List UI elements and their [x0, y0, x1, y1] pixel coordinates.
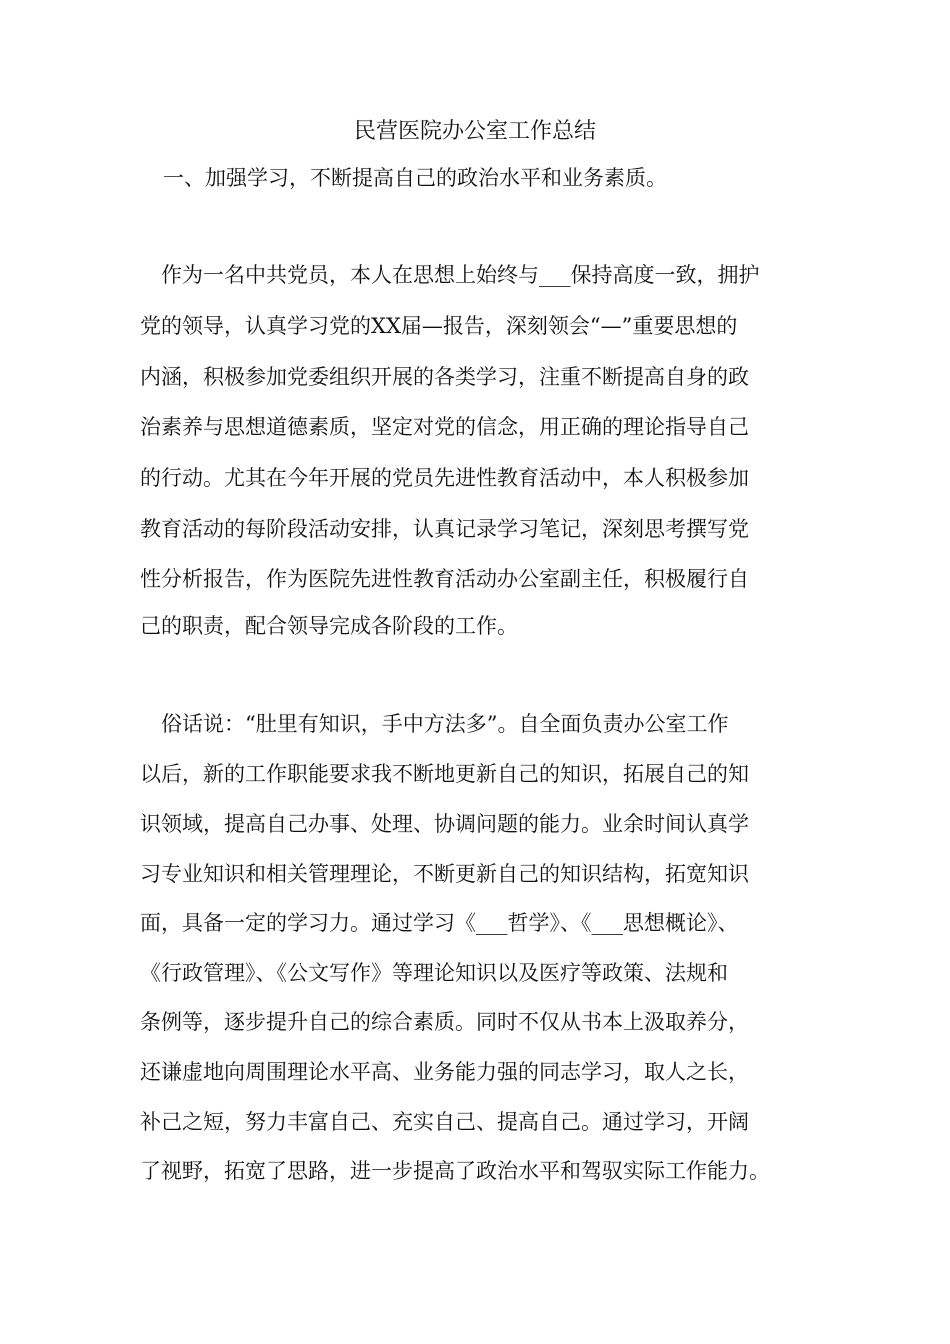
document-title: 民营医院办公室工作总结: [353, 119, 596, 144]
section-heading: 一、加强学习，不断提高自己的政治水平和业务素质。: [163, 166, 667, 190]
paragraph-line: 作为一名中共党员，本人在思想上始终与___保持高度一致，拥护: [140, 263, 760, 287]
paragraph-line: 了视野，拓宽了思路，进一步提高了政治水平和驾驭实际工作能力。: [140, 1159, 770, 1183]
paragraph-line: 治素养与思想道德素质，坚定对党的信念，用正确的理论指导自己: [140, 415, 749, 439]
paragraph-line: 己的职责，配合领导完成各阶段的工作。: [140, 614, 518, 638]
paragraph-line: 面，具备一定的学习力。通过学习《___哲学》、《___思想概论》、: [140, 911, 739, 935]
paragraph-line: 俗话说：“肚里有知识，手中方法多”。自全面负责办公室工作: [140, 712, 729, 736]
paragraph-line: 还谦虚地向周围理论水平高、业务能力强的同志学习，取人之长，: [140, 1060, 749, 1084]
paragraph-line: 条例等，逐步提升自己的综合素质。同时不仅从书本上汲取养分，: [140, 1010, 749, 1034]
paragraph-line: 以后，新的工作职能要求我不断地更新自己的知识，拓展自己的知: [140, 762, 749, 786]
paragraph-line: 的行动。尤其在今年开展的党员先进性教育活动中，本人积极参加: [140, 466, 749, 490]
paragraph-line: 性分析报告，作为医院先进性教育活动办公室副主任，积极履行自: [140, 567, 749, 591]
paragraph-line: 习专业知识和相关管理理论，不断更新自己的知识结构，拓宽知识: [140, 862, 749, 886]
paragraph-line: 教育活动的每阶段活动安排，认真记录学习笔记，深刻思考撰写党: [140, 517, 749, 541]
paragraph-line: 识领域，提高自己办事、处理、协调问题的能力。业余时间认真学: [140, 812, 749, 836]
paragraph-line: 补己之短，努力丰富自己、充实自己、提高自己。通过学习，开阔: [140, 1110, 749, 1134]
paragraph-line: 党的领导，认真学习党的XX届—报告，深刻领会“—”重要思想的: [140, 314, 738, 338]
paragraph-line: 内涵，积极参加党委组织开展的各类学习，注重不断提高自身的政: [140, 365, 749, 389]
paragraph-line: 《行政管理》、《公文写作》等理论知识以及医疗等政策、法规和: [140, 961, 728, 985]
